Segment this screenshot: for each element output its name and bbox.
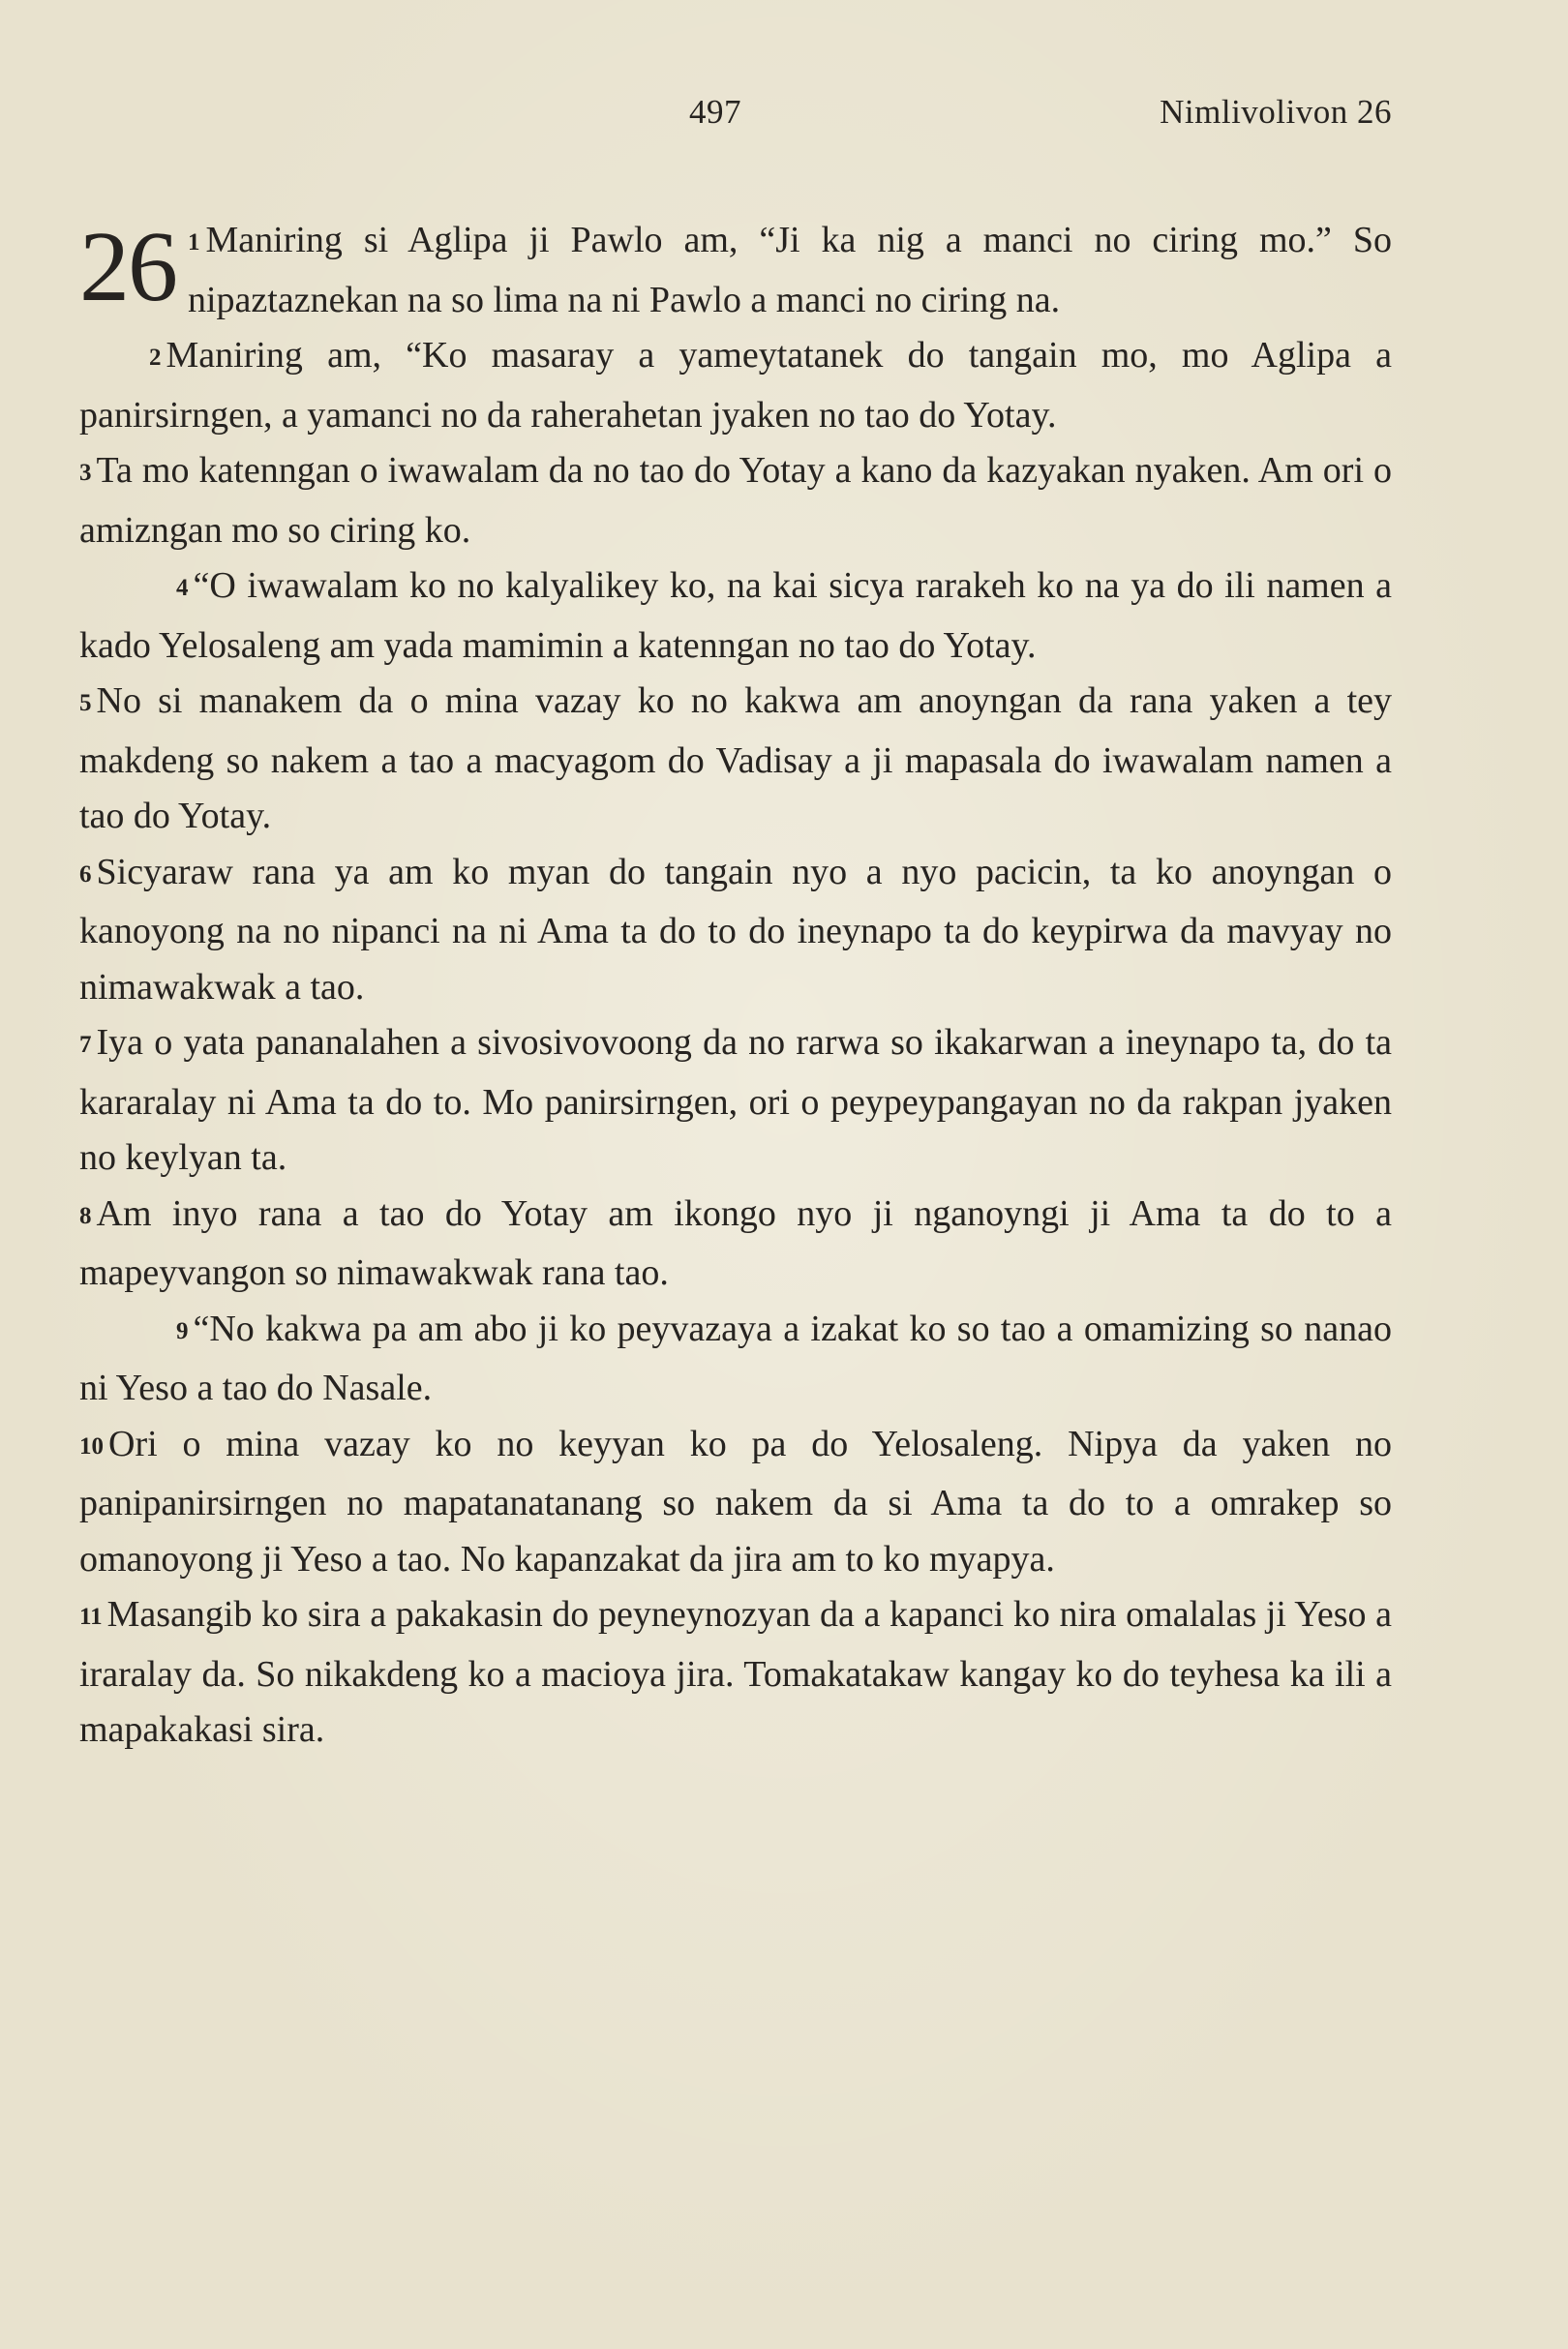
- verse-text: Am inyo rana a tao do Yotay am ikongo nyo ji nganoyngi ji Ama ta do to a mapeyvangon so nimawakwak rana tao.: [79, 1192, 1392, 1293]
- verse-text: Iya o yata pananalahen a sivosivovoong da no rarwa so ikakarwan a ineynapo ta, do ta kararalay ni Ama ta do to. Mo panirsirngen, ori o peypeypangayan no da rakpan jyaken no keylyan ta.: [79, 1022, 1392, 1178]
- verse-number: 10: [79, 1432, 104, 1460]
- verse-3: [79, 443, 1392, 558]
- verse-number: 5: [79, 690, 92, 716]
- verse-number: 4: [176, 575, 189, 601]
- verse-text: “No kakwa pa am abo ji ko peyvazaya a izakat ko so tao a omamizing so nanao ni Yeso a tao do Nasale.: [79, 1308, 1392, 1408]
- verse-7: [79, 1015, 1392, 1187]
- chapter-number: 26: [79, 211, 176, 322]
- verse-number: 3: [79, 460, 92, 486]
- verse-11: [79, 1587, 1392, 1759]
- verse-text: Ori o mina vazay ko no keyyan ko pa do Yelosaleng. Nipya da yaken no panipanirsirngen no mapatanatanang so nakem da si Ama ta do to a omrakep so omanoyong ji Yeso a tao. No kapanzakat da jira am to ko myapya.: [79, 1423, 1392, 1580]
- running-head: Nimlivolivon 26: [1160, 93, 1392, 131]
- page-number: 497: [689, 93, 741, 131]
- verse-6: [79, 845, 1392, 1016]
- verse-text: Sicyaraw rana ya am ko myan do tangain nyo a nyo pacicin, ta ko anoyngan o kanoyong na no nipanci na ni Ama ta do to do ineynapo ta do keypirwa da mavyay no nimawakwak a tao.: [79, 851, 1392, 1008]
- verse-9: [79, 1302, 1392, 1417]
- verse-1: [79, 213, 1392, 328]
- verse-5: [79, 674, 1392, 845]
- verse-10: [79, 1417, 1392, 1588]
- verse-text: Masangib ko sira a pakakasin do peyneynozyan da a kapanci ko nira omalalas ji Yeso a iraralay da. So nikakdeng ko a macioya jira. Tomakatakaw kangay ko do teyhesa ka ili a mapakakasi sira.: [79, 1594, 1392, 1750]
- chapter-text: [79, 213, 1392, 1759]
- page-header: [79, 93, 1392, 151]
- verse-number: 7: [79, 1032, 92, 1058]
- verse-number: 6: [79, 860, 92, 888]
- verse-text: No si manakem da o mina vazay ko no kakwa am anoyngan da rana yaken a tey makdeng so nakem a tao a macyagom do Vadisay a ji mapasala do iwawalam namen a tao do Yotay.: [79, 680, 1392, 836]
- verse-4: [79, 558, 1392, 674]
- verse-number: 2: [149, 345, 162, 371]
- verse-8: [79, 1187, 1392, 1302]
- verse-number: 9: [176, 1317, 189, 1344]
- verse-text: Maniring si Aglipa ji Pawlo am, “Ji ka nig a manci no ciring mo.” So nipaztaznekan na so lima na ni Pawlo a manci no ciring na.: [188, 220, 1392, 320]
- verse-text: “O iwawalam ko no kalyalikey ko, na kai sicya rarakeh ko na ya do ili namen a kado Yelosaleng am yada mamimin a katenngan no tao do Yotay.: [79, 565, 1392, 666]
- verse-number: 8: [79, 1202, 92, 1229]
- verse-text: Ta mo katenngan o iwawalam da no tao do Yotay a kano da kazyakan nyaken. Am ori o amizngan mo so ciring ko.: [79, 450, 1392, 551]
- verse-number: 1: [188, 229, 200, 256]
- verse-text: Maniring am, “Ko masaray a yameytatanek do tangain mo, mo Aglipa a panirsirngen, a yamanci no da raherahetan jyaken no tao do Yotay.: [79, 335, 1392, 436]
- verse-2: [79, 328, 1392, 443]
- verse-number: 11: [79, 1604, 103, 1630]
